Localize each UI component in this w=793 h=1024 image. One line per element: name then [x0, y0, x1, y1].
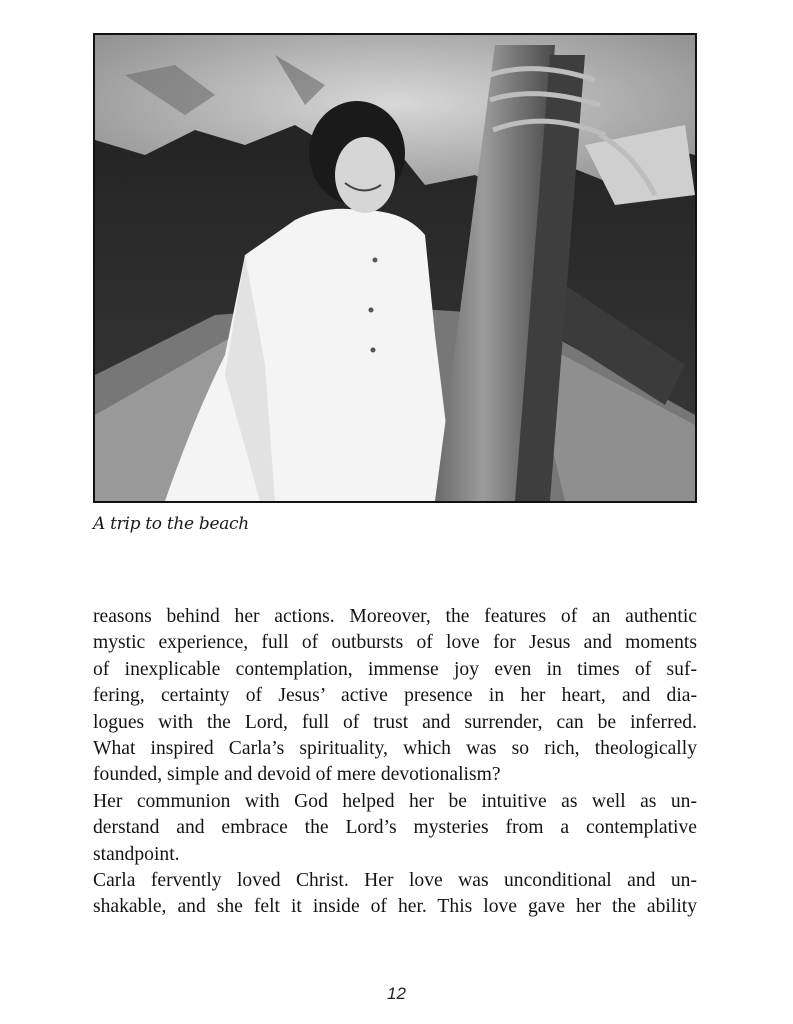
- text-line: shakable, and she felt it inside of her. This love gave her the ability: [93, 896, 697, 918]
- text-line: standpoint.: [93, 843, 180, 865]
- page-number: 12: [387, 984, 406, 1003]
- text-line: mystic experience, full of outbursts of love for Jesus and moments: [93, 632, 697, 654]
- text-line: of inexplicable contemplation, immense joy even in times of suf-: [93, 658, 697, 680]
- text-line: founded, simple and devoid of mere devotionalism?: [93, 764, 501, 786]
- text-line: reasons behind her actions. Moreover, the features of an authentic: [93, 606, 697, 627]
- text-line: derstand and embrace the Lord’s mysteries from a contemplative: [93, 817, 697, 839]
- photo-caption: A trip to the beach: [93, 514, 249, 534]
- text-line: logues with the Lord, full of trust and surrender, can be inferred.: [93, 711, 697, 733]
- text-line: Carla fervently loved Christ. Her love was unconditional and un-: [93, 869, 697, 891]
- text-line: What inspired Carla’s spirituality, which was so rich, theologically: [93, 737, 697, 759]
- body-paragraph: [93, 604, 697, 921]
- text-line: Her communion with God helped her be intuitive as well as un-: [93, 790, 697, 812]
- text-line: fering, certainty of Jesus’ active presence in her heart, and dia-: [93, 685, 697, 707]
- photograph: [93, 33, 697, 503]
- photo-woman-in-boat-icon: [95, 35, 695, 501]
